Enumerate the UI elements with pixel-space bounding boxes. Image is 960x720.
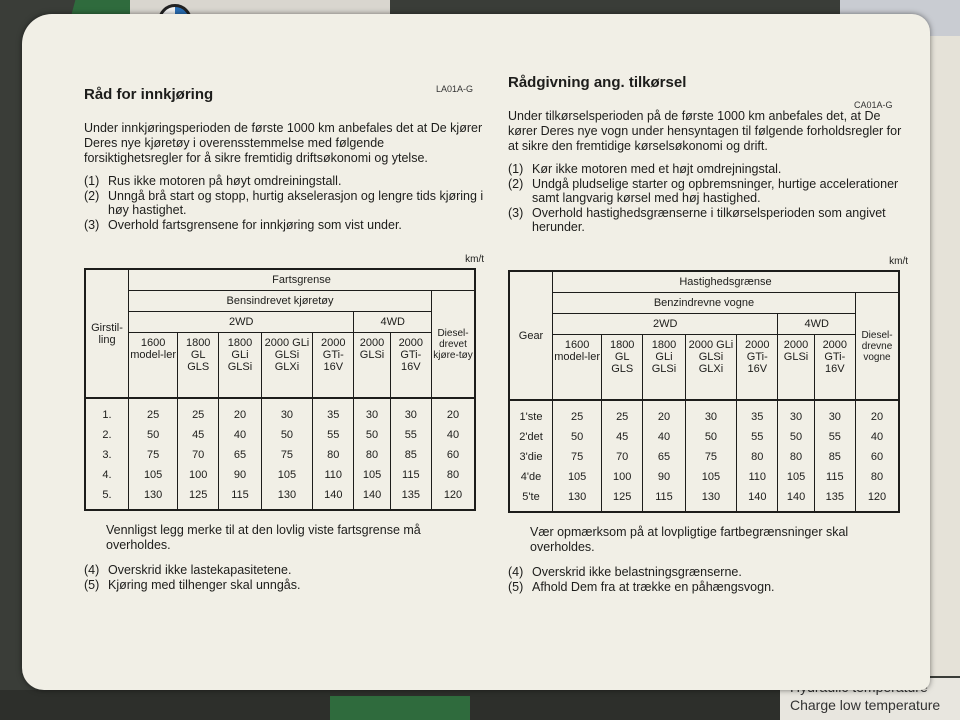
right-section-code: CA01A-G: [854, 100, 893, 110]
gear-label: 3.: [85, 445, 129, 465]
table-row: [509, 400, 899, 427]
speed-value: 25: [178, 398, 219, 425]
speed-value: 140: [778, 487, 814, 512]
speed-value: 80: [354, 445, 390, 465]
section-title: Råd for innkjøring: [84, 86, 214, 103]
left-section-code: LA01A-G: [436, 84, 474, 94]
speed-value: 140: [313, 485, 354, 510]
list-item: [84, 578, 484, 592]
speed-value: 30: [390, 398, 431, 425]
speed-value: 85: [390, 445, 431, 465]
model-header: 2000 GTi-16V: [814, 335, 855, 401]
table-row: [509, 427, 899, 447]
speed-value: 105: [354, 465, 390, 485]
speed-value: 55: [390, 425, 431, 445]
2wd-header: 2WD: [129, 312, 354, 333]
speed-limit-header: Hastighedsgrænse: [553, 271, 900, 293]
speed-limit-table: [508, 270, 900, 513]
speed-value: 130: [553, 487, 602, 512]
table-row: [509, 447, 899, 467]
speed-value: 105: [778, 467, 814, 487]
speed-value: 75: [685, 447, 736, 467]
model-header: 2000 GLSi: [778, 335, 814, 401]
speed-value: 30: [814, 400, 855, 427]
gear-label: 4'de: [509, 467, 553, 487]
speed-value: 50: [261, 425, 312, 445]
speed-value: 75: [553, 447, 602, 467]
speed-value: 55: [737, 427, 778, 447]
list-number: (3): [508, 206, 524, 220]
speed-value: 50: [129, 425, 178, 445]
speed-value: 65: [219, 445, 262, 465]
speed-value: 80: [778, 447, 814, 467]
speed-value: 75: [261, 445, 312, 465]
gear-label: 2.: [85, 425, 129, 445]
model-header: 1800 GL GLS: [178, 333, 219, 399]
petrol-header: Bensindrevet kjøretøy: [129, 291, 432, 312]
list-item: [84, 174, 484, 188]
speed-value: 55: [313, 425, 354, 445]
speed-value: 135: [390, 485, 431, 510]
table-row: [85, 445, 475, 465]
intro-paragraph: Under innkjøringsperioden de første 1000 km anbefales det at De kjører Deres nye kjøretøy i overensstemmelse med følgende forsiktighetsregler for å sikre fremtidig driftsøkonomi og ytelse.: [84, 121, 483, 165]
speed-value: 50: [354, 425, 390, 445]
speed-value: 135: [814, 487, 855, 512]
list-number: (2): [508, 177, 524, 191]
list-text: Kør ikke motoren med et højt omdrejningstal.: [532, 162, 782, 176]
model-header: 1800 GL GLS: [602, 335, 643, 401]
gear-label: 3'die: [509, 447, 553, 467]
4wd-header: 4WD: [778, 314, 856, 335]
speed-value: 55: [814, 427, 855, 447]
model-header: 2000 GLSi: [354, 333, 390, 399]
speed-value: 130: [685, 487, 736, 512]
speed-value: 50: [685, 427, 736, 447]
speed-value: 105: [685, 467, 736, 487]
table-row: [85, 485, 475, 510]
list-item: [508, 162, 908, 176]
speed-value: 115: [814, 467, 855, 487]
speed-value: 40: [432, 425, 476, 445]
list-text: Unngå brå start og stopp, hurtig akselerasjon og lengre tids kjøring i høy hastighet.: [108, 189, 484, 217]
list-text: Afhold Dem fra at trække en påhængsvogn.: [532, 580, 775, 594]
speed-value: 25: [129, 398, 178, 425]
speed-value: 30: [261, 398, 312, 425]
2wd-header: 2WD: [553, 314, 778, 335]
list-number: (4): [508, 565, 524, 579]
speed-value: 40: [219, 425, 262, 445]
speed-value: 30: [354, 398, 390, 425]
gear-label: 1.: [85, 398, 129, 425]
gear-label: 4.: [85, 465, 129, 485]
table-row: [85, 425, 475, 445]
speed-value: 80: [313, 445, 354, 465]
section-title: Rådgivning ang. tilkørsel: [508, 74, 687, 91]
speed-value: 20: [219, 398, 262, 425]
intro-paragraph: Under tilkørselsperioden på de første 1000 km anbefales det, at De kører Deres nye vogn under hensyntagen til følgende forholdsregler for at sikre den fremtidige kørselsøkonomi og drift.: [508, 109, 902, 153]
legal-note: Vennligst legg merke til at den lovlig viste fartsgrense må overholdes.: [106, 523, 421, 552]
speed-value: 30: [778, 400, 814, 427]
speed-value: 120: [432, 485, 476, 510]
speed-value: 100: [602, 467, 643, 487]
speed-limit-table: [84, 268, 476, 511]
speed-value: 110: [313, 465, 354, 485]
unit-label: km/t: [889, 256, 908, 267]
model-header: 1800 GLi GLSi: [643, 335, 686, 401]
model-header: 2000 GTi-16V: [390, 333, 431, 399]
background-green-object: [330, 696, 470, 720]
speed-value: 90: [643, 467, 686, 487]
list-item: [84, 218, 484, 232]
speed-value: 125: [602, 487, 643, 512]
4wd-header: 4WD: [354, 312, 432, 333]
speed-value: 30: [685, 400, 736, 427]
list-number: (1): [84, 174, 100, 188]
left-column: [84, 86, 484, 593]
speed-value: 125: [178, 485, 219, 510]
speed-value: 65: [643, 447, 686, 467]
list-item: [508, 206, 908, 234]
speed-value: 45: [178, 425, 219, 445]
speed-value: 40: [643, 427, 686, 447]
list-text: Rus ikke motoren på høyt omdreiningstall.: [108, 174, 342, 188]
table-row: [85, 398, 475, 425]
gear-label: 5'te: [509, 487, 553, 512]
gear-label: 1'ste: [509, 400, 553, 427]
gear-label: 5.: [85, 485, 129, 510]
list-text: Undgå pludselige starter og opbremsninger, hurtige accelerationer samt langvarig kørsel med høj hastighed.: [532, 177, 899, 205]
speed-value: 90: [219, 465, 262, 485]
speed-value: 20: [643, 400, 686, 427]
petrol-header: Benzindrevne vogne: [553, 293, 856, 314]
model-header: 1800 GLi GLSi: [219, 333, 262, 399]
speed-value: 20: [432, 398, 476, 425]
list-item: [508, 177, 908, 205]
list-text: Kjøring med tilhenger skal unngås.: [108, 578, 301, 592]
list-text: Overhold fartsgrensene for innkjøring som vist under.: [108, 218, 402, 232]
speed-value: 80: [432, 465, 476, 485]
model-header: 2000 GTi-16V: [313, 333, 354, 399]
list-number: (5): [84, 578, 100, 592]
speed-value: 70: [602, 447, 643, 467]
model-header: 2000 GTi-16V: [737, 335, 778, 401]
speed-value: 35: [313, 398, 354, 425]
list-item: [508, 580, 908, 594]
speed-value: 115: [219, 485, 262, 510]
speed-value: 45: [602, 427, 643, 447]
speed-value: 140: [737, 487, 778, 512]
diesel-header: Diesel-drevne vogne: [856, 293, 900, 401]
speed-limit-header: Fartsgrense: [129, 269, 476, 291]
speed-value: 105: [553, 467, 602, 487]
speed-value: 100: [178, 465, 219, 485]
speed-value: 115: [390, 465, 431, 485]
manual-page: [22, 14, 930, 690]
gear-label: 2'det: [509, 427, 553, 447]
speed-value: 85: [814, 447, 855, 467]
speed-value: 105: [261, 465, 312, 485]
speed-value: 60: [432, 445, 476, 465]
speed-value: 80: [856, 467, 900, 487]
speed-value: 105: [129, 465, 178, 485]
speed-value: 140: [354, 485, 390, 510]
model-header: 1600 model-ler: [129, 333, 178, 399]
gear-header: Gear: [509, 271, 553, 400]
list-text: Overhold hastighedsgrænserne i tilkørselsperioden som angivet herunder.: [532, 206, 886, 234]
speed-value: 40: [856, 427, 900, 447]
list-text: Overskrid ikke belastningsgrænserne.: [532, 565, 742, 579]
speed-value: 50: [778, 427, 814, 447]
list-item: [84, 189, 484, 217]
diesel-header: Diesel-drevet kjøre-tøy: [432, 291, 476, 399]
speed-value: 50: [553, 427, 602, 447]
model-header: 2000 GLi GLSi GLXi: [685, 335, 736, 401]
speed-value: 25: [553, 400, 602, 427]
table-row: [509, 467, 899, 487]
legal-note: Vær opmærksom på at lovpligtige fartbegrænsninger skal overholdes.: [530, 525, 849, 554]
model-header: 2000 GLi GLSi GLXi: [261, 333, 312, 399]
speed-value: 80: [737, 447, 778, 467]
speed-value: 115: [643, 487, 686, 512]
speed-value: 25: [602, 400, 643, 427]
list-number: (5): [508, 580, 524, 594]
speed-value: 120: [856, 487, 900, 512]
gear-header: Girstil-ling: [85, 269, 129, 398]
speed-value: 60: [856, 447, 900, 467]
speed-value: 70: [178, 445, 219, 465]
list-number: (2): [84, 189, 100, 203]
speed-value: 75: [129, 445, 178, 465]
table-row: [509, 487, 899, 512]
speed-value: 20: [856, 400, 900, 427]
table-row: [85, 465, 475, 485]
unit-label: km/t: [465, 254, 484, 265]
list-number: (1): [508, 162, 524, 176]
list-item: [84, 563, 484, 577]
right-column: [508, 74, 908, 595]
speed-value: 130: [129, 485, 178, 510]
list-text: Overskrid ikke lastekapasitetene.: [108, 563, 292, 577]
speed-value: 35: [737, 400, 778, 427]
speed-value: 110: [737, 467, 778, 487]
list-item: [508, 565, 908, 579]
speed-value: 130: [261, 485, 312, 510]
corner-line: Charge low temperature: [790, 697, 941, 713]
list-number: (3): [84, 218, 100, 232]
list-number: (4): [84, 563, 100, 577]
model-header: 1600 model-ler: [553, 335, 602, 401]
